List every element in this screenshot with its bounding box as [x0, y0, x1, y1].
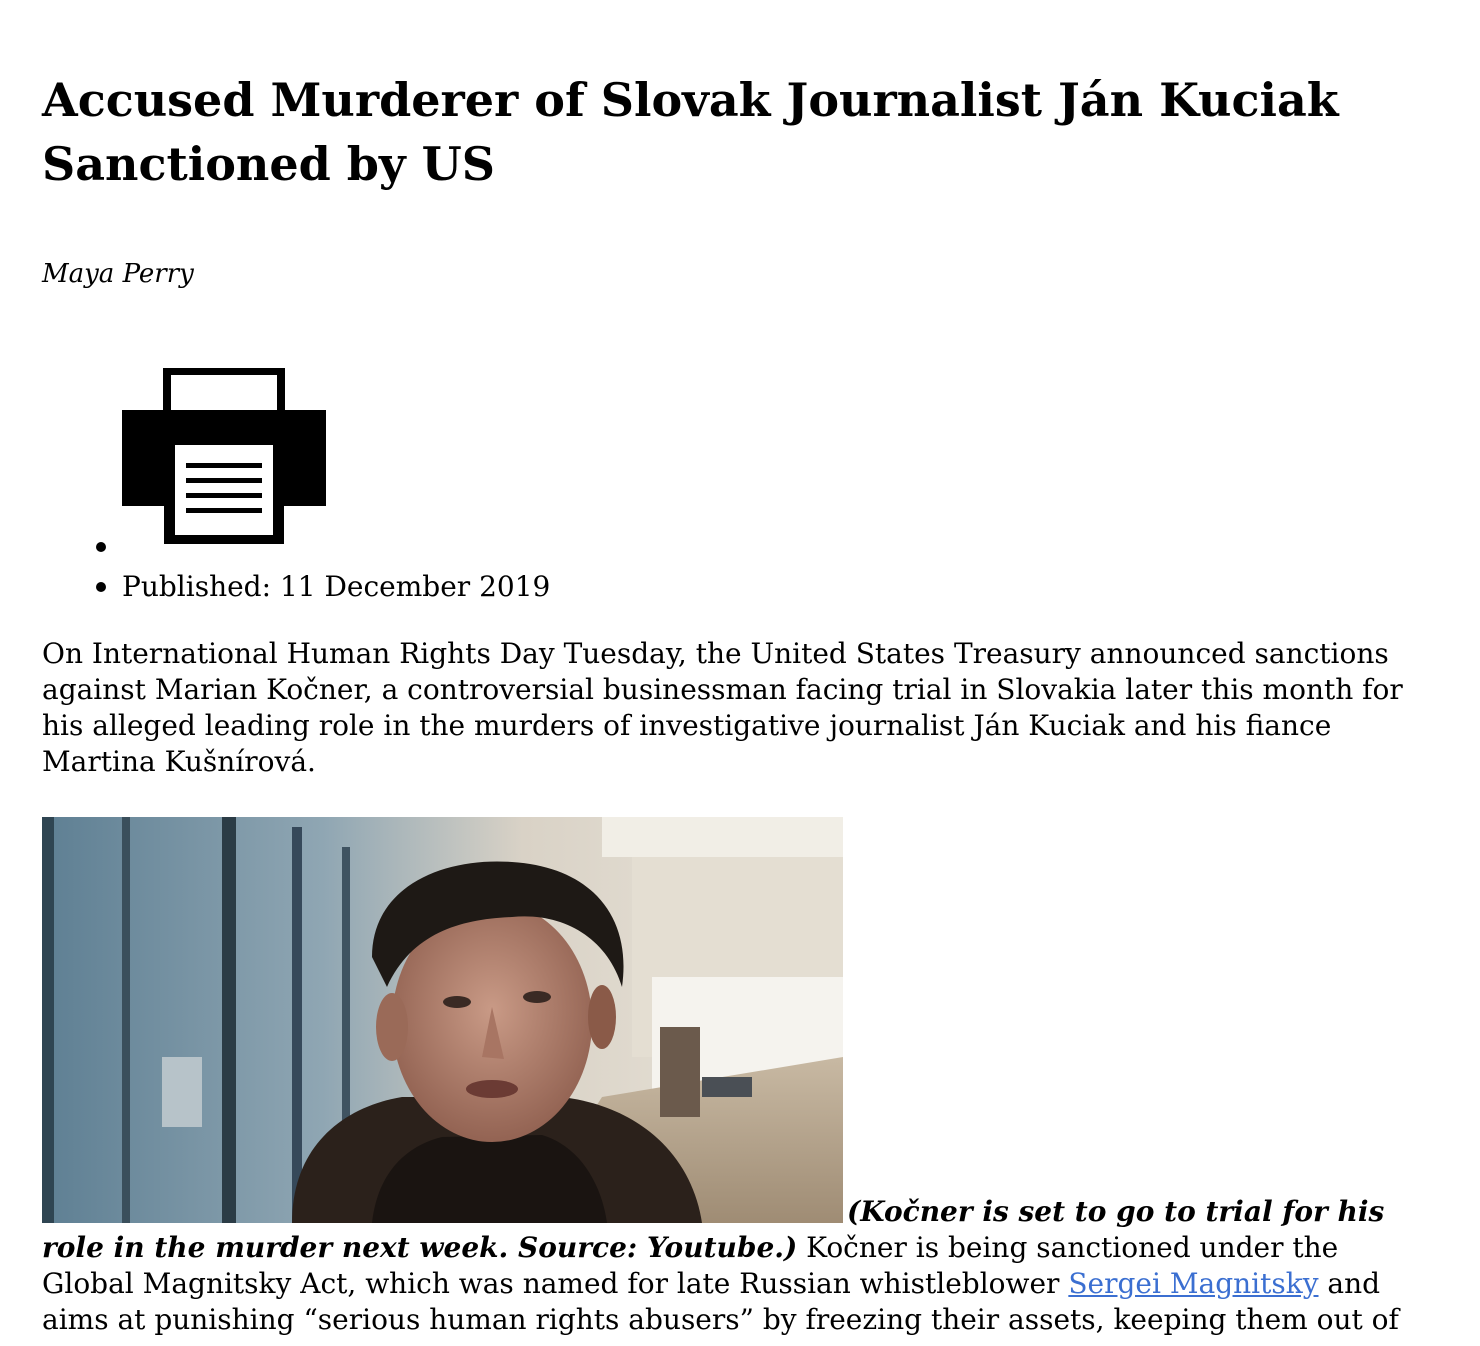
body-text-part1: Kočner is being sanctioned under the Global Magnitsky Act, which was named for late Russian whistleblower: [42, 1231, 1339, 1300]
article-lead-paragraph: On International Human Rights Day Tuesday, the United States Treasury announced sanctions against Marian Kočner, a controversial businessman facing trial in Slovakia later this month for his alleged leading role in the murders of investigative journalist Ján Kuciak and his fiance Martina Kušnírová.: [42, 637, 1403, 778]
printer-icon[interactable]: [122, 368, 326, 544]
photo-caption: (Kočner is set to go to trial for his role in the murder next week. Source: Youtube.): [42, 1195, 1385, 1264]
article-title: Accused Murderer of Slovak Journalist Ján Kuciak Sanctioned by US: [42, 73, 1339, 191]
article-meta-list: [42, 368, 550, 606]
print-list-item: [122, 368, 550, 546]
published-date: [122, 568, 550, 606]
sergei-magnitsky-link[interactable]: Sergei Magnitsky: [1068, 1267, 1319, 1300]
published-date-text: Published: 11 December 2019: [122, 570, 551, 603]
article-author: Maya Perry: [42, 259, 194, 289]
body-text-part2: and aims at punishing “serious human rights abusers” by freezing their assets, keeping them out of: [42, 1267, 1399, 1336]
article-photo: [42, 817, 843, 1223]
article-photo-block: [42, 817, 1422, 1223]
article-body-paragraph: [42, 1194, 1422, 1338]
